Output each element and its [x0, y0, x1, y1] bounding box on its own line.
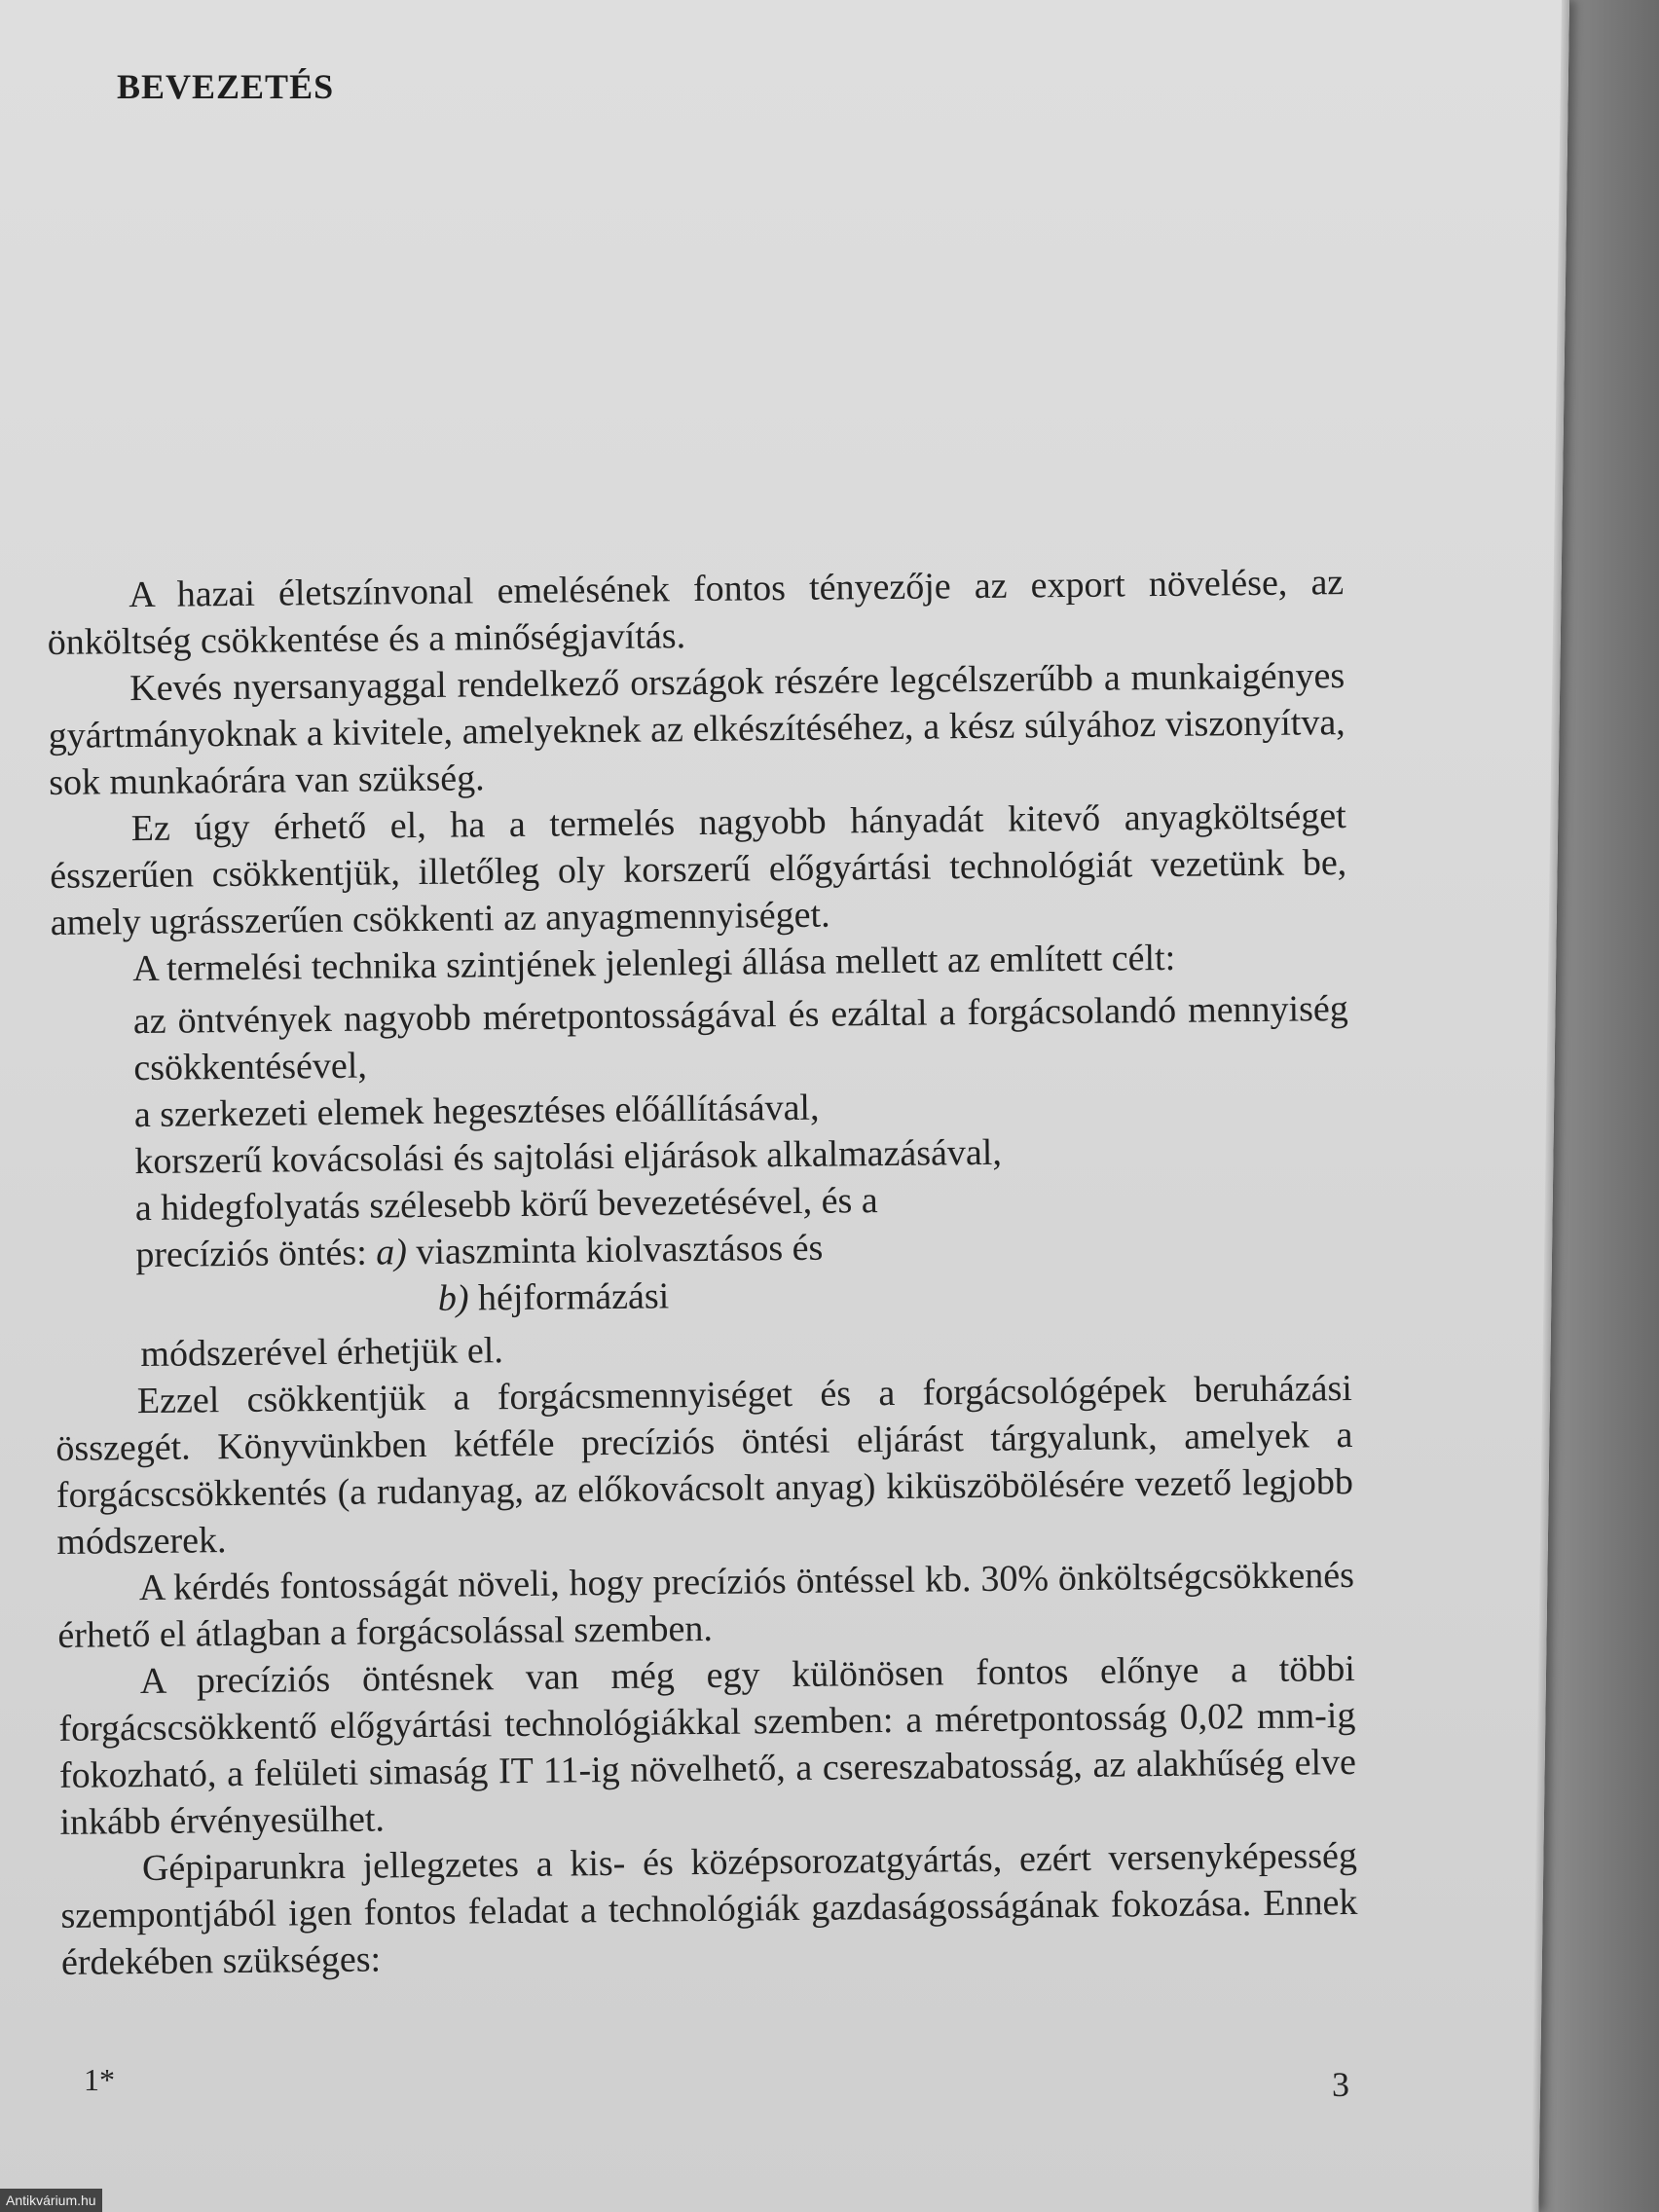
page-number: 3: [1332, 2065, 1349, 2104]
signature-mark: 1*: [84, 2062, 115, 2097]
paragraph: A termelési technika szintjének jelenlegi állása mellett az említett célt:: [132, 937, 1176, 990]
option-a-marker: a): [376, 1232, 408, 1273]
list-item: korszerű kovácsolási és sajtolási eljárások alkalmazásával,: [134, 1131, 1003, 1183]
paragraph: Ez úgy érhető el, ha a termelés nagyobb hányadát kitevő anyagköltséget ésszerűen csökkentjük, illetőleg oly korszerű előgyártási technológiát vezetünk be, amely ugrásszerűen csökkenti az anyagmennyiséget.: [50, 795, 1347, 943]
list-closing: módszerével érhetjük el.: [140, 1330, 504, 1376]
paragraph: Ezzel csökkentjük a forgácsmennyiséget és a forgácsológépek beruházási összegét. Könyvünkben kétféle precíziós öntési eljárást tárgyalunk, amelyek a forgácscsökkentés (a rudanyag, az előkovácsolt anyag) kiküszöbölésére vezető legjobb módszerek.: [55, 1368, 1354, 1563]
precision-casting-label: precíziós öntés:: [135, 1232, 367, 1276]
list-item: a szerkezeti elemek hegesztéses előállításával,: [133, 1087, 820, 1136]
watermark-label: Antikvárium.hu: [0, 2189, 102, 2212]
list-item: a hidegfolyatás szélesebb körű bevezetésével, és a: [134, 1180, 878, 1230]
paragraph: A precíziós öntésnek van még egy különösen fontos előnye a többi forgácscsökkentő előgyártási technológiákkal szemben: a méretpontosság 0,02 mm-ig fokozható, a felületi simaság IT 11-ig növelhető, a csereszabatosság, az alakhűség elve inkább érvényesülhet.: [58, 1647, 1357, 1843]
option-b-text: héjformázási: [477, 1275, 670, 1319]
paragraph: Kevés nyersanyaggal rendelkező országok részére legcélszerűbb a munkaigényes gyártmányoknak a kivitele, amelyeknek az elkészítéséhez, a kész súlyához viszonyítva, sok munkaórára van szükség.: [48, 655, 1346, 803]
option-a-text: viaszminta kiolvasztásos és: [416, 1227, 824, 1273]
paragraph: Gépiparunkra jellegzetes a kis- és középsorozatgyártás, ezért versenyképesség szempontjából igen fontos feladat a technológiák gazdaságosságának fokozása. Ennek érdekében szükséges:: [60, 1834, 1358, 1983]
paragraph: A kérdés fontosságát növeli, hogy precíziós öntéssel kb. 30% önköltségcsökkenés érhető el átlagban a forgácsolással szemben.: [57, 1554, 1355, 1656]
page-heading: BEVEZETÉS: [117, 67, 335, 106]
list-item: az öntvények nagyobb méretpontosságával és ezáltal a forgácsolandó mennyiség csökkentésével,: [132, 988, 1348, 1089]
option-b-marker: b): [437, 1277, 469, 1319]
paragraph: A hazai életszínvonal emelésének fontos tényezője az export növelése, az önköltség csökkentése és a minőségjavítás.: [47, 562, 1345, 663]
body-text: [47, 559, 1358, 1986]
method-list: [133, 985, 1351, 1325]
